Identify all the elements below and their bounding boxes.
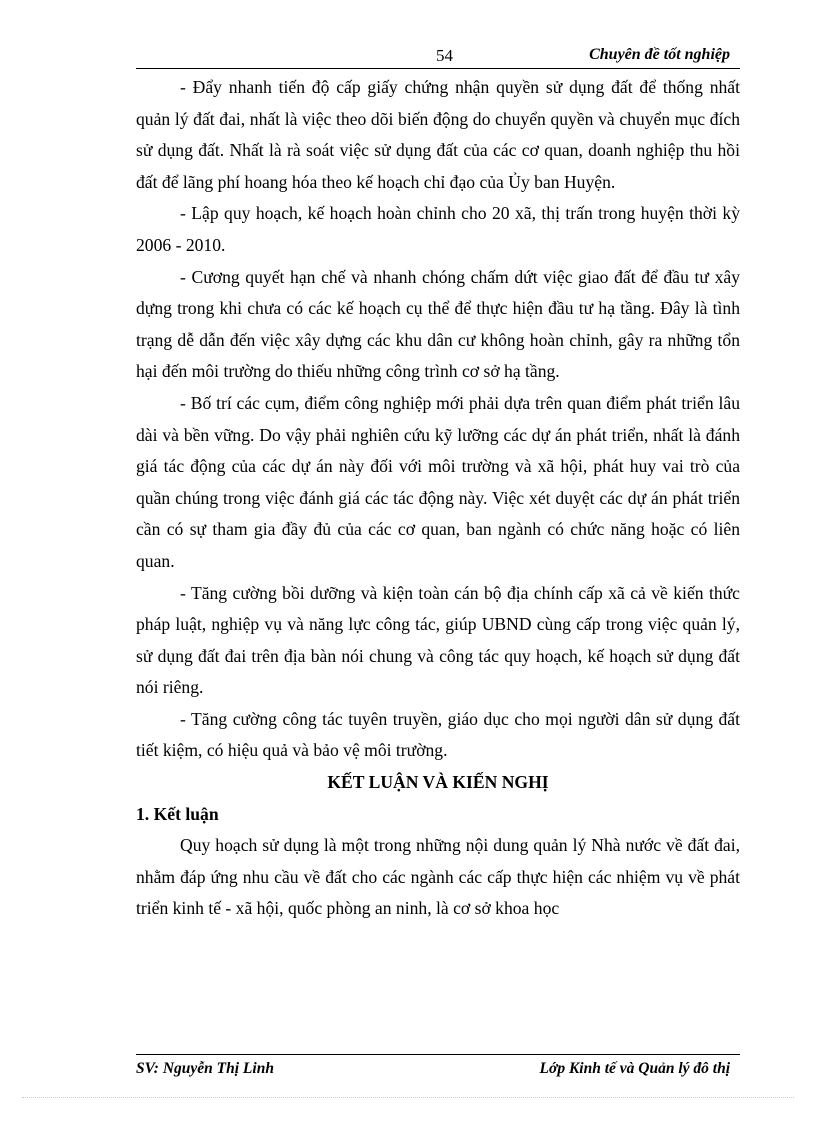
paragraph: - Tăng cường bồi dưỡng và kiện toàn cán bộ địa chính cấp xã cả về kiến thức pháp luật, nghiệp vụ và năng lực công tác, giúp UBND cùng cấp trong việc quản lý, sử dụng đất đai trên địa bàn nói chung và công tác quy hoạch, kế hoạch sử dụng đất nói riêng. (136, 582, 740, 698)
section-heading: KẾT LUẬN VÀ KIẾN NGHỊ (327, 772, 549, 793)
page-edge-divider (22, 1097, 794, 1098)
footer-author: SV: Nguyễn Thị Linh (136, 1060, 274, 1077)
page-footer (136, 1054, 740, 1082)
page-number: 54 (436, 46, 453, 65)
header-title: Chuyên đề tốt nghiệp (589, 46, 730, 63)
paragraph: - Bố trí các cụm, điểm công nghiệp mới phải dựa trên quan điểm phát triển lâu dài và bền vững. Do vậy phải nghiên cứu kỹ lưỡng các dự án phát triển, nhất là đánh giá tác động của các dự án này đối với môi trường và xã hội, phát huy vai trò của quần chúng trong việc đánh giá các tác động này. Việc xét duyệt các dự án phát triển cần có sự tham gia đầy đủ của các cơ quan, ban ngành có chức năng hoặc có liên quan. (136, 392, 740, 571)
paragraph: - Cương quyết hạn chế và nhanh chóng chấm dứt việc giao đất để đầu tư xây dựng trong khi chưa có các kế hoạch cụ thể để thực hiện đầu tư hạ tầng. Đây là tình trạng dễ dẫn đến việc xây dựng các khu dân cư không hoàn chỉnh, gây ra những tổn hại đến môi trường do thiếu những công trình cơ sở hạ tầng. (136, 266, 740, 382)
page-header (136, 46, 740, 69)
footer-class: Lớp Kinh tế và Quản lý đô thị (539, 1060, 730, 1077)
subsection-heading: 1. Kết luận (136, 803, 219, 824)
paragraph: - Tăng cường công tác tuyên truyền, giáo dục cho mọi người dân sử dụng đất tiết kiệm, có hiệu quả và bảo vệ môi trường. (136, 708, 740, 761)
paragraph: Quy hoạch sử dụng là một trong những nội dung quản lý Nhà nước về đất đai, nhằm đáp ứng nhu cầu về đất cho các ngành các cấp thực hiện các nhiệm vụ về phát triển kinh tế - xã hội, quốc phòng an ninh, là cơ sở khoa học (136, 835, 740, 919)
paragraph: - Lập quy hoạch, kế hoạch hoàn chỉnh cho 20 xã, thị trấn trong huyện thời kỳ 2006 - 2010. (136, 203, 740, 255)
paragraph: - Đẩy nhanh tiến độ cấp giấy chứng nhận quyền sử dụng đất để thống nhất quản lý đất đai, nhất là việc theo dõi biến động do chuyển quyền và chuyển mục đích sử dụng đất. Nhất là rà soát việc sử dụng đất của các cơ quan, doanh nghiệp thu hồi đất để lãng phí hoang hóa theo kế hoạch chỉ đạo của Ủy ban Huyện. (136, 77, 740, 192)
document-body (136, 72, 740, 925)
